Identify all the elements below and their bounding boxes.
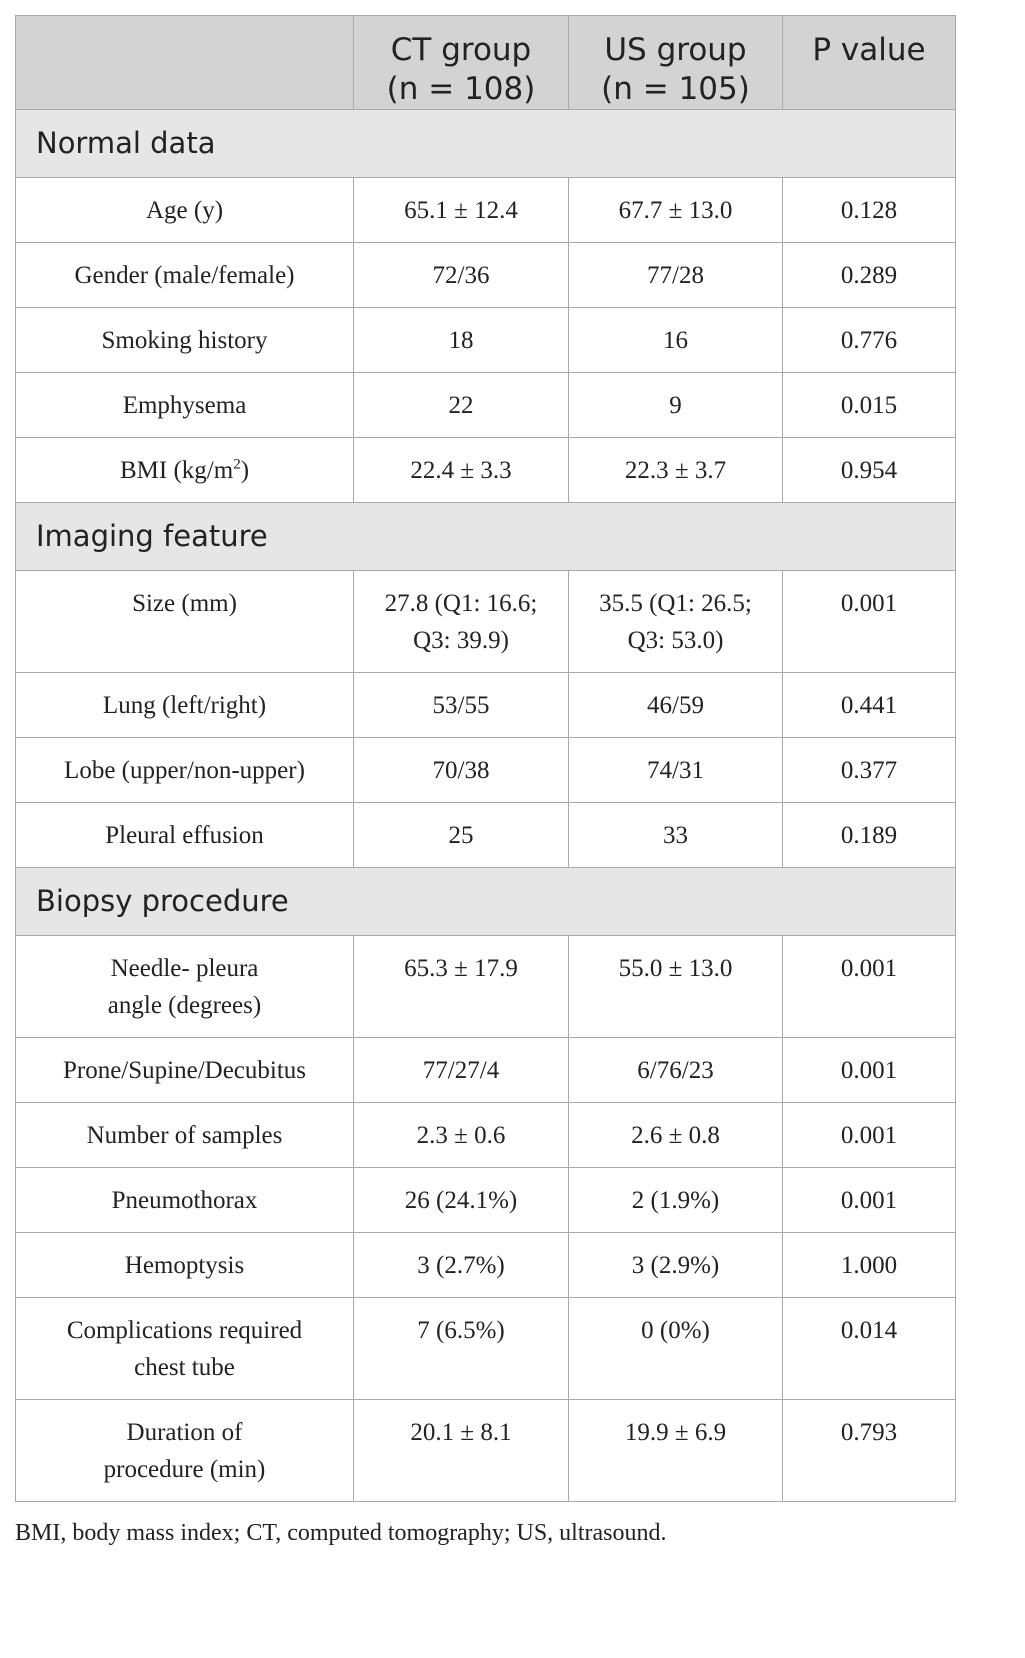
header-us-group <box>569 16 783 110</box>
p-value: 0.001 <box>783 1103 956 1168</box>
p-value: 0.001 <box>783 1168 956 1233</box>
us-value: 33 <box>569 803 783 868</box>
p-value: 0.189 <box>783 803 956 868</box>
p-value: 0.001 <box>783 571 956 673</box>
p-value: 0.128 <box>783 178 956 243</box>
table-row <box>16 1168 956 1233</box>
row-label: Emphysema <box>16 373 354 438</box>
p-value: 0.001 <box>783 1038 956 1103</box>
comparison-table <box>15 15 956 1502</box>
p-value: 0.001 <box>783 936 956 1038</box>
us-value <box>569 571 783 673</box>
row-label <box>16 936 354 1038</box>
table-row <box>16 673 956 738</box>
ct-value: 72/36 <box>354 243 569 308</box>
ct-value: 26 (24.1%) <box>354 1168 569 1233</box>
header-row <box>16 16 956 110</box>
us-value: 16 <box>569 308 783 373</box>
us-value: 0 (0%) <box>569 1298 783 1400</box>
table-row <box>16 571 956 673</box>
row-label: Hemoptysis <box>16 1233 354 1298</box>
header-ct-line1: CT group <box>390 32 532 68</box>
ct-value: 70/38 <box>354 738 569 803</box>
table-row <box>16 1400 956 1502</box>
table-row <box>16 178 956 243</box>
row-label-line1: Duration of <box>126 1419 243 1446</box>
ct-value: 53/55 <box>354 673 569 738</box>
p-value: 0.014 <box>783 1298 956 1400</box>
row-label: Age (y) <box>16 178 354 243</box>
table-row <box>16 243 956 308</box>
ct-value: 77/27/4 <box>354 1038 569 1103</box>
header-us-line1: US group <box>604 32 747 68</box>
us-value: 6/76/23 <box>569 1038 783 1103</box>
section-row <box>16 868 956 936</box>
table-row <box>16 438 956 503</box>
table-row <box>16 308 956 373</box>
ct-value-line1: 27.8 (Q1: 16.6; <box>384 590 538 617</box>
bmi-label: BMI (kg/m <box>119 456 234 484</box>
header-blank <box>16 16 354 110</box>
table-row <box>16 1233 956 1298</box>
table-row <box>16 373 956 438</box>
p-value: 0.441 <box>783 673 956 738</box>
ct-value: 25 <box>354 803 569 868</box>
us-value: 74/31 <box>569 738 783 803</box>
row-label <box>16 1298 354 1400</box>
row-label: Gender (male/female) <box>16 243 354 308</box>
table-row <box>16 1103 956 1168</box>
p-value: 0.954 <box>783 438 956 503</box>
row-label <box>16 438 354 503</box>
row-label-line2: angle (degrees) <box>107 992 262 1019</box>
us-value: 9 <box>569 373 783 438</box>
table-row <box>16 1038 956 1103</box>
bmi-label-sup: 2 <box>233 456 241 473</box>
ct-value <box>354 571 569 673</box>
p-value: 0.776 <box>783 308 956 373</box>
ct-value: 2.3 ± 0.6 <box>354 1103 569 1168</box>
header-ct-line2: (n = 108) <box>386 71 536 107</box>
section-title-imaging-feature: Imaging feature <box>16 503 956 571</box>
row-label: Lung (left/right) <box>16 673 354 738</box>
row-label: Size (mm) <box>16 571 354 673</box>
us-value: 22.3 ± 3.7 <box>569 438 783 503</box>
us-value-line2: Q3: 53.0) <box>627 627 724 654</box>
p-value: 0.015 <box>783 373 956 438</box>
ct-value: 7 (6.5%) <box>354 1298 569 1400</box>
header-ct-group <box>354 16 569 110</box>
row-label: Lobe (upper/non-upper) <box>16 738 354 803</box>
us-value: 55.0 ± 13.0 <box>569 936 783 1038</box>
ct-value: 65.1 ± 12.4 <box>354 178 569 243</box>
table-row <box>16 803 956 868</box>
ct-value: 3 (2.7%) <box>354 1233 569 1298</box>
section-row <box>16 110 956 178</box>
ct-value: 18 <box>354 308 569 373</box>
section-title-biopsy-procedure: Biopsy procedure <box>16 868 956 936</box>
ct-value: 22 <box>354 373 569 438</box>
ct-value-line2: Q3: 39.9) <box>413 627 509 654</box>
row-label: Smoking history <box>16 308 354 373</box>
us-value: 67.7 ± 13.0 <box>569 178 783 243</box>
ct-value: 20.1 ± 8.1 <box>354 1400 569 1502</box>
table-footnote: BMI, body mass index; CT, computed tomography; US, ultrasound. <box>15 1520 667 1546</box>
us-value-line1: 35.5 (Q1: 26.5; <box>599 590 752 617</box>
row-label-line2: procedure (min) <box>103 1456 266 1483</box>
row-label-line2: chest tube <box>134 1354 235 1381</box>
ct-value: 65.3 ± 17.9 <box>354 936 569 1038</box>
p-value: 0.289 <box>783 243 956 308</box>
table-row <box>16 1298 956 1400</box>
row-label: Prone/Supine/Decubitus <box>16 1038 354 1103</box>
us-value: 19.9 ± 6.9 <box>569 1400 783 1502</box>
row-label: Pleural effusion <box>16 803 354 868</box>
row-label: Number of samples <box>16 1103 354 1168</box>
us-value: 2 (1.9%) <box>569 1168 783 1233</box>
section-title-normal-data: Normal data <box>16 110 956 178</box>
row-label: Pneumothorax <box>16 1168 354 1233</box>
ct-value: 22.4 ± 3.3 <box>354 438 569 503</box>
p-value: 0.793 <box>783 1400 956 1502</box>
header-p-value: P value <box>783 16 956 110</box>
table-row <box>16 738 956 803</box>
bmi-label-end: ) <box>240 456 250 484</box>
us-value: 3 (2.9%) <box>569 1233 783 1298</box>
us-value: 77/28 <box>569 243 783 308</box>
us-value: 46/59 <box>569 673 783 738</box>
row-label-line1: Complications required <box>66 1317 303 1344</box>
section-row <box>16 503 956 571</box>
table-row <box>16 936 956 1038</box>
us-value: 2.6 ± 0.8 <box>569 1103 783 1168</box>
row-label <box>16 1400 354 1502</box>
p-value: 1.000 <box>783 1233 956 1298</box>
header-us-line2: (n = 105) <box>601 71 750 107</box>
row-label-line1: Needle- pleura <box>110 955 259 982</box>
p-value: 0.377 <box>783 738 956 803</box>
table-container <box>15 15 955 1502</box>
